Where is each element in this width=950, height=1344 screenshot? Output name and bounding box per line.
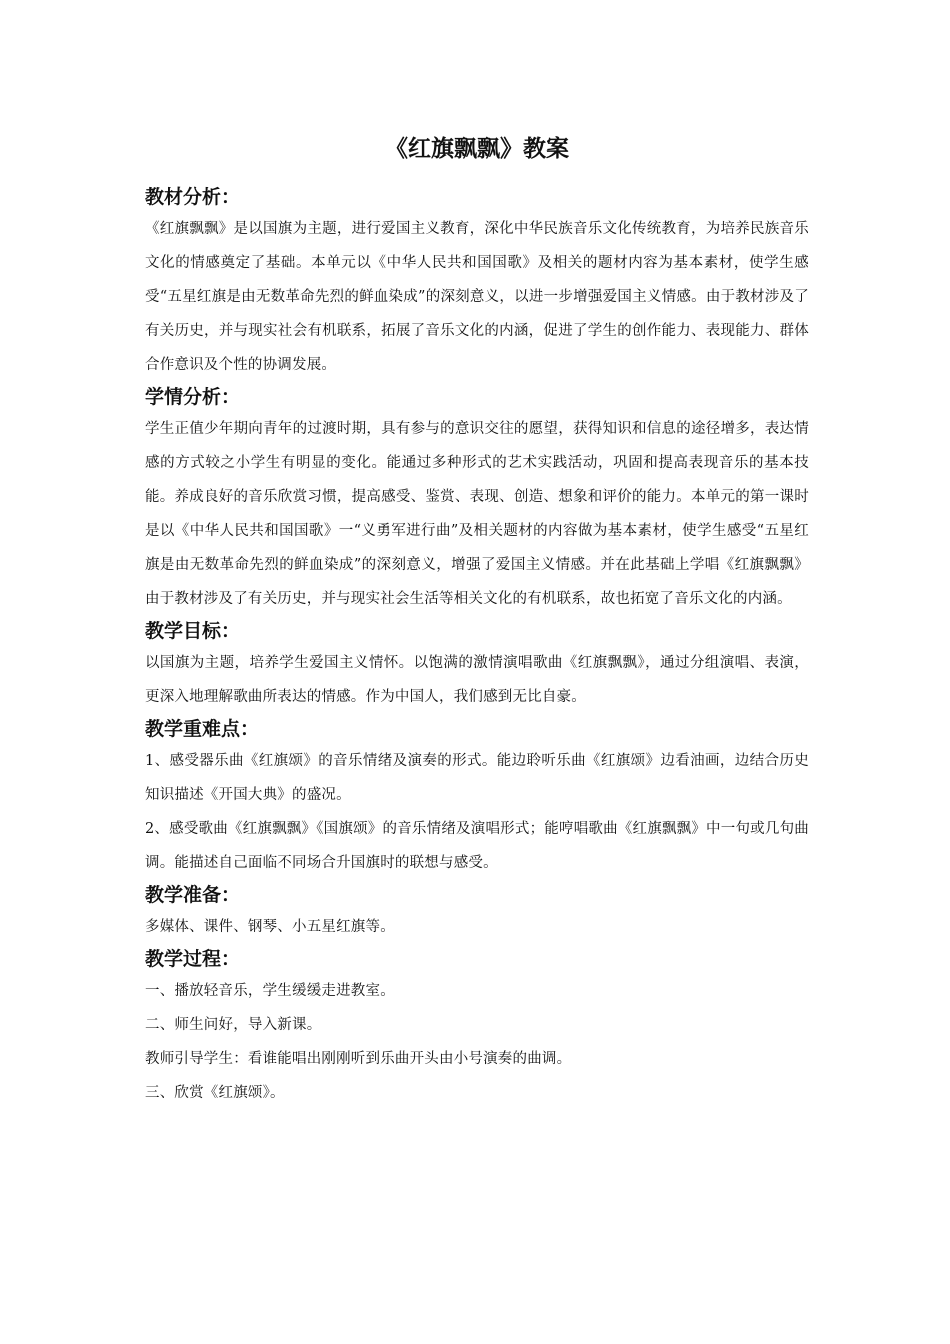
section-heading: 学情分析： [145,386,241,408]
section-textbook-analysis [145,182,809,382]
section-paragraph: 学生正值少年期向青年的过渡时期，具有参与的意识交往的愿望，获得知识和信息的途径增多，表达情感的方式较之小学生有明显的变化。能通过多种形式的艺术实践活动，巩固和提高表现音乐的基本技能。养成良好的音乐欣赏习惯，提高感受、鉴赏、表现、创造、想象和评价的能力。本单元的第一课时是以《中华人民共和国国歌》一“义勇军进行曲”及相关题材的内容做为基本素材，使学生感受“五星红旗是由无数革命先烈的鲜血染成”的深刻意义，增强了爱国主义情感。并在此基础上学唱《红旗飘飘》由于教材涉及了有关历史，并与现实社会生活等相关文化的有机联系，故也拓宽了音乐文化的内涵。 [145,421,809,607]
section-paragraph: 以国旗为主题，培养学生爱国主义情怀。以饱满的激情演唱歌曲《红旗飘飘》，通过分组演唱、表演，更深入地理解歌曲所表达的情感。作为中国人，我们感到无比自豪。 [145,655,809,705]
section-paragraph: 教师引导学生：看谁能唱出刚刚听到乐曲开头由小号演奏的曲调。 [145,1051,572,1067]
section-heading: 教材分析： [145,186,241,208]
section-key-difficulties [145,714,809,880]
section-paragraph: 1、感受器乐曲《红旗颂》的音乐情绪及演奏的形式。能边聆听乐曲《红旗颂》边看油画，边结合历史知识描述《开国大典》的盛况。 [145,753,809,803]
section-paragraph: 2、感受歌曲《红旗飘飘》《国旗颂》的音乐情绪及演唱形式；能哼唱歌曲《红旗飘飘》中一句或几句曲调。能描述自己面临不同场合升国旗时的联想与感受。 [145,821,809,871]
section-teaching-process [145,944,809,1110]
section-paragraph: 二、师生问好，导入新课。 [145,1017,322,1033]
section-heading: 教学准备： [145,884,241,906]
section-paragraph: 一、播放轻音乐，学生缓缓走进教室。 [145,983,395,999]
section-student-analysis [145,382,809,616]
section-teaching-goals [145,616,809,714]
section-paragraph: 多媒体、课件、钢琴、小五星红旗等。 [145,919,395,935]
section-heading: 教学重难点： [145,718,260,740]
section-preparation [145,880,809,944]
document-page [145,128,809,1110]
section-heading: 教学目标： [145,620,241,642]
document-title: 《红旗飘飘》教案 [385,136,569,162]
section-paragraph: 三、欣赏《红旗颂》。 [145,1085,285,1101]
section-paragraph: 《红旗飘飘》是以国旗为主题，进行爱国主义教育，深化中华民族音乐文化传统教育，为培养民族音乐文化的情感奠定了基础。本单元以《中华人民共和国国歌》及相关的题材内容为基本素材，使学生感受“五星红旗是由无数革命先烈的鲜血染成”的深刻意义，以进一步增强爱国主义情感。由于教材涉及了有关历史，并与现实社会有机联系，拓展了音乐文化的内涵，促进了学生的创作能力、表现能力、群体合作意识及个性的协调发展。 [145,221,809,373]
section-heading: 教学过程： [145,948,241,970]
